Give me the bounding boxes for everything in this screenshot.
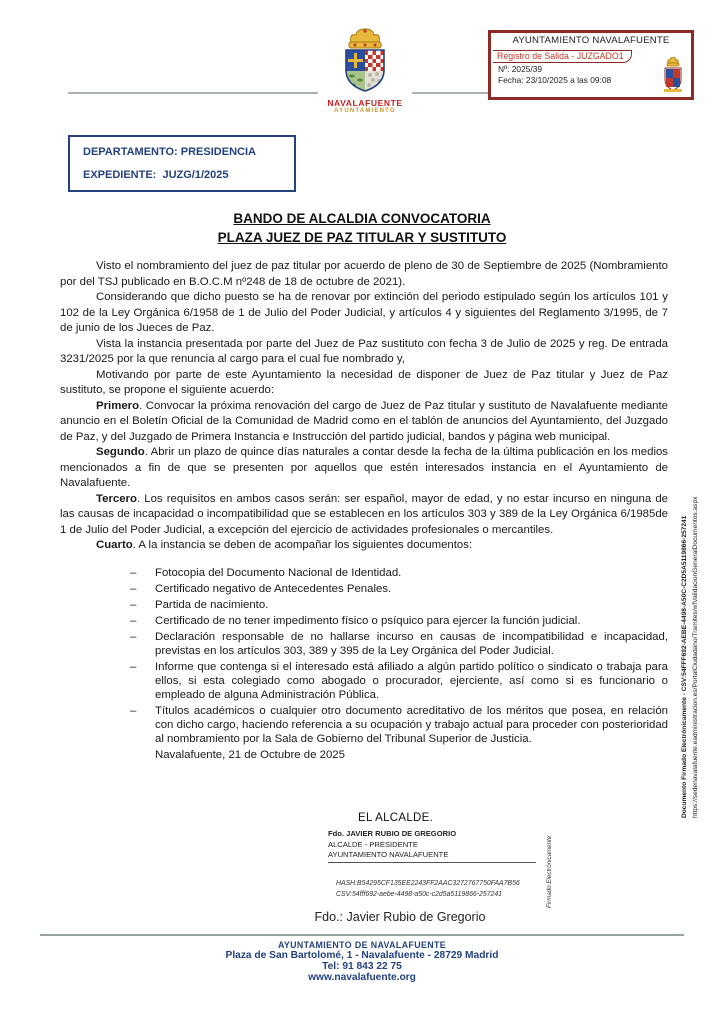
case-info-box <box>68 135 296 192</box>
bullet-text: Certificado de no tener impedimento físico o psíquico para ejercer la función judicial. <box>155 614 581 627</box>
signature-lines <box>328 829 570 861</box>
footer-org: AYUNTAMIENTO DE NAVALAFUENTE <box>277 940 447 950</box>
list-item <box>60 582 668 596</box>
stamp-title: AYUNTAMIENTO NAVALAFUENTE <box>512 35 670 46</box>
bullet-dash: – <box>130 614 137 627</box>
signature-hash: HASH:B54295CF135EE2243FF2AAC3272767750FAA7B56 <box>336 879 520 887</box>
paragraph-text: . Los requisitos en ambos casos serán: ser español, mayor de edad, y no estar incurso en ninguna de las causas de incapacidad o incompatibilidad que se establecen en los artículos 303 y 389 de la Ley Orgánica 6/1985de 1 de Julio del Poder Judicial, a excepción del ejercicio de actividades profesionales o mercantiles. <box>60 492 668 536</box>
bullet-text: Declaración responsable de no hallarse incurso en causas de incompatibilidad e incapacidad, previstas en los artículos 303, 389 y 395 de la Ley Orgánica del Poder Judicial. <box>155 630 668 657</box>
registry-stamp <box>488 30 694 100</box>
paragraph-lead: Segundo <box>96 446 145 458</box>
bullet-dash: – <box>130 630 137 643</box>
logo-subtitle: AYUNTAMIENTO <box>334 108 396 114</box>
bullet-text: Partida de nacimiento. <box>155 598 269 611</box>
paragraph-text: Visto el nombramiento del juez de paz titular por acuerdo de pleno de 30 de Septiembre de 2025 (Nombramiento por del TSJ publicado en B.O.C.M nº248 de 18 de octubre de 2021). <box>60 260 668 288</box>
list-item <box>60 598 668 612</box>
paragraph-lead: Tercero <box>96 492 137 505</box>
list-item <box>60 614 668 628</box>
place-date-line: Navalafuente, 21 de Octubre de 2025 <box>155 748 345 761</box>
document-title <box>0 209 724 247</box>
signer-name: Fdo. JAVIER RUBIO DE GREGORIO <box>328 829 457 838</box>
department-label: DEPARTAMENTO: PRESIDENCIA <box>83 146 256 158</box>
paragraph-lead: Primero <box>96 399 140 412</box>
validation-sidebar <box>679 376 701 818</box>
list-item <box>60 704 668 746</box>
paragraph-text: Motivando por parte de este Ayuntamiento la necesidad de disponer de Juez de Paz titular y Juez de Paz sustituto, se propone el siguiente acuerdo: <box>60 368 668 396</box>
logo-name: NAVALAFUENTE <box>327 98 403 108</box>
stamp-date: Fecha: 23/10/2025 a las 09:08 <box>498 75 612 85</box>
paragraph <box>60 399 668 446</box>
bullet-dash: – <box>130 598 137 611</box>
paragraph <box>60 492 668 539</box>
signature-csv: CSV:54fff692-aebe-4498-a50c-c2d5a5119866-257241 <box>336 890 503 898</box>
bullet-text: Certificado negativo de Antecedentes Penales. <box>155 582 392 595</box>
bullet-dash: – <box>130 660 137 673</box>
final-signature-line: Fdo.: Javier Rubio de Gregorio <box>314 910 486 924</box>
signed-electronically-note: Firmado Electrónicamente <box>546 835 553 908</box>
signer-role: ALCALDE - PRESIDENTE <box>328 839 418 849</box>
signer-org: AYUNTAMIENTO NAVALAFUENTE <box>328 850 449 859</box>
paragraph <box>60 368 668 399</box>
paragraph <box>60 445 668 492</box>
paragraph-lead: Cuarto <box>96 539 133 551</box>
list-item <box>60 566 668 580</box>
signature-block <box>300 812 570 908</box>
signature-rule <box>328 862 536 863</box>
footer-phone: Tel: 91 843 22 75 <box>322 961 402 972</box>
paragraph-text: . A la instancia se deben de acompañar los siguientes documentos: <box>132 539 473 551</box>
bullet-text: Fotocopia del Documento Nacional de Identidad. <box>155 566 402 579</box>
paragraph <box>60 259 668 290</box>
paragraph <box>60 337 668 368</box>
paragraph <box>60 538 668 554</box>
page-footer <box>40 934 684 983</box>
paragraph-text: Vista la instancia presentada por parte del Juez de Paz sustituto con fecha 3 de Julio de 2025 y reg. De entrada 3231/2025 por la que renuncia al cargo para el cual fue nombrado y, <box>60 337 668 365</box>
file-number-label: EXPEDIENTE: JUZG/1/2025 <box>83 169 229 181</box>
bullet-dash: – <box>130 704 137 717</box>
footer-website: www.navalafuente.org <box>308 972 416 983</box>
paragraph-list <box>60 259 668 554</box>
paragraph-text: . Abrir un plazo de quince días naturales a contar desde la fecha de la última publicación en los medios mencionados a fin de que se presenten por aquellos que estén interesados instancia en el Ayuntamiento de Navalafuente. <box>60 446 668 489</box>
paragraph-text: Considerando que dicho puesto se ha de renovar por extinción del periodo estipulado según los artículos 101 y 102 de la Ley Orgánica 6/1958 de 1 de Julio del Poder Judicial, y artículos 4 y siguientes del Reglamento 3/1995, de 7 de junio de los Jueces de Paz. <box>60 291 668 334</box>
title-line-2: PLAZA JUEZ DE PAZ TITULAR Y SUSTITUTO <box>217 230 507 245</box>
validation-csv-line: Documento Firmado Electrónicamente - CSV:54FFF692-AEBE-4498-A50C-C2D5A5119866-257241 <box>681 515 688 818</box>
stamp-number: Nº: 2025/39 <box>498 64 543 74</box>
list-item <box>60 660 668 702</box>
paragraph-text: . Convocar la próxima renovación del cargo de Juez de Paz titular y sustituto de Navalafuente mediante anuncio en el Boletín Oficial de la Comunidad de Madrid como en el tablón de anuncios del Ayuntamiento, del Juzgado de Paz, y del Juzgado de Primera Instancia e Instrucción del partido judicial, bandos y página web municipal. <box>60 399 668 443</box>
paragraph <box>60 290 668 337</box>
requirements-list <box>60 566 668 746</box>
stamp-registry: Registro de Salida - JUZGADO1 <box>493 50 632 63</box>
coat-of-arms-icon <box>329 28 401 94</box>
bullet-text: Informe que contenga si el interesado está afiliado a algún partido político o sindicato o trabaja para ellos, si esta colegiado como abogado o procurador, ejerciente, así como si es funcionario o empleado de alguna Administración Pública. <box>155 660 668 701</box>
list-item <box>60 630 668 658</box>
signature-heading: EL ALCALDE. <box>358 812 434 824</box>
municipal-logo <box>318 28 412 115</box>
document-body <box>60 259 668 762</box>
bullet-dash: – <box>130 566 137 579</box>
footer-address: Plaza de San Bartolomé, 1 - Navalafuente - 28729 Madrid <box>225 950 499 961</box>
bullet-dash: – <box>130 582 137 595</box>
title-line-1: BANDO DE ALCALDIA CONVOCATORIA <box>233 211 491 226</box>
validation-url-line: https://sedenavalafuente.eadministracion.es/PortalCiudadano/Tramites/wfValidacionGeneralDocumentos.aspx <box>692 496 699 818</box>
bullet-text: Títulos académicos o cualquier otro documento acreditativo de los méritos que posea, en relación con dicho cargo, haciendo referencia a su ocupación y trabajo actual para proceder con posterioridad al nombramiento por la Sala de Gobierno del Tribunal Superior de Justicia. <box>155 704 668 745</box>
stamp-crest-icon <box>661 57 685 95</box>
